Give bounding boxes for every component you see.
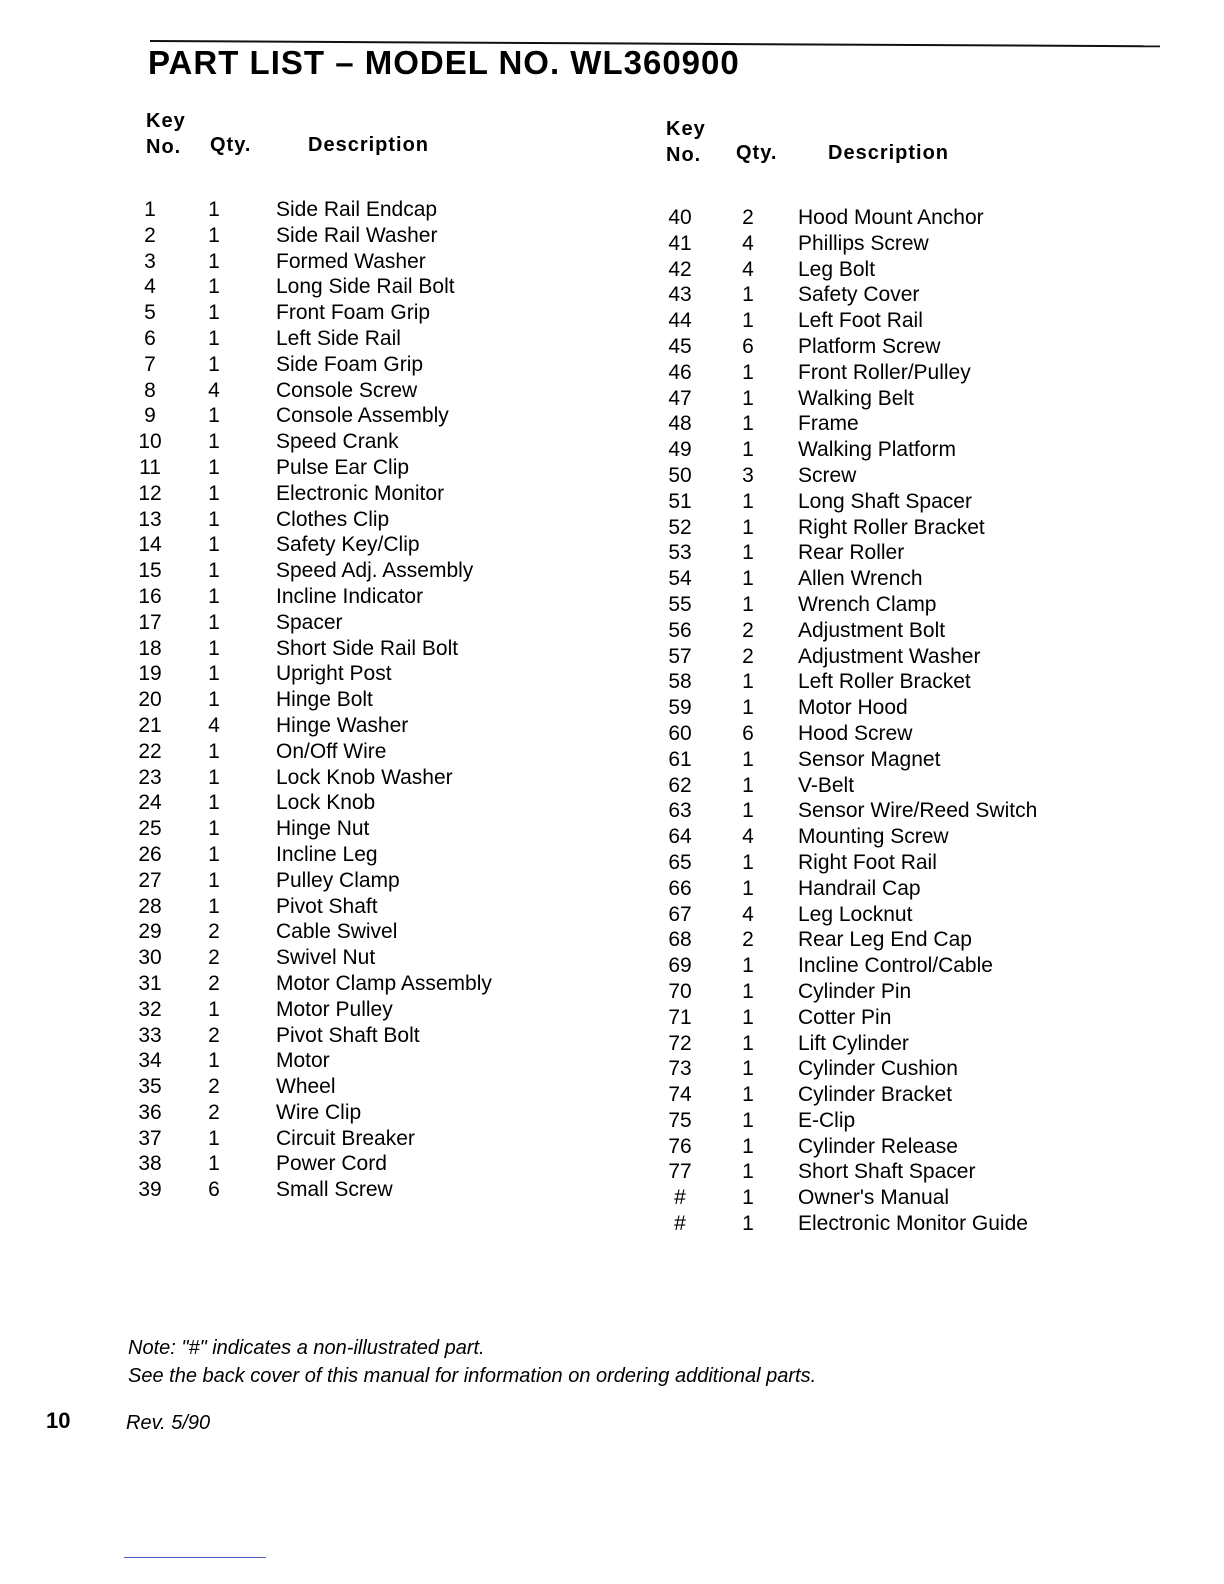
part-description: Cylinder Cushion [798,1057,958,1081]
part-quantity: 1 [208,610,220,634]
part-description: Right Roller Bracket [798,515,985,539]
part-key-number: 26 [138,842,162,866]
part-key-number: 16 [138,584,162,608]
part-description: Speed Adj. Assembly [276,559,474,583]
part-key-number: 17 [138,610,162,634]
part-key-number: 33 [138,1023,162,1047]
part-description: Incline Indicator [276,584,424,608]
qty-header: Qty. [210,134,252,156]
part-quantity: 1 [742,567,754,591]
part-key-number: 6 [144,326,156,350]
part-quantity: 1 [742,773,754,797]
part-description: Left Roller Bracket [798,670,971,694]
part-key-number: 62 [668,773,692,797]
part-description: Left Side Rail [276,326,401,350]
part-quantity: 1 [742,799,754,823]
part-description: Motor [276,1049,330,1073]
part-quantity: 1 [208,1152,220,1176]
description-header: Description [308,134,430,156]
part-description: Speed Crank [276,430,399,454]
part-quantity: 1 [742,1186,754,1210]
key-no-header: Key No. [666,118,706,166]
part-quantity: 1 [208,584,220,608]
part-key-number: 45 [668,334,692,358]
part-description: Clothes Clip [276,507,390,531]
part-key-number: # [674,1186,686,1210]
part-quantity: 1 [742,309,754,333]
part-key-number: 4 [144,275,156,299]
footnote-line-1: Note: "#" indicates a non-illustrated part. [128,1337,485,1359]
part-description: Wrench Clamp [798,592,937,616]
part-quantity: 1 [208,352,220,376]
part-description: Walking Belt [798,386,914,410]
part-quantity: 2 [742,618,754,642]
part-key-number: 60 [668,721,692,745]
part-quantity: 2 [208,1100,220,1124]
part-description: Electronic Monitor Guide [798,1212,1028,1236]
part-quantity: 1 [208,223,220,247]
part-quantity: 2 [742,206,754,229]
part-description: Cylinder Release [798,1134,958,1158]
footnote [128,1334,816,1390]
part-description: Cotter Pin [798,1005,892,1029]
part-key-number: 20 [138,688,162,712]
part-description: Electronic Monitor [276,481,445,505]
part-key-number: 29 [138,920,162,944]
description-header: Description [828,142,950,164]
part-quantity: 4 [208,713,220,737]
part-key-number: 52 [668,515,692,539]
part-key-number: 13 [138,507,162,531]
part-key-number: 65 [668,850,692,874]
part-quantity: 4 [742,825,754,849]
part-quantity: 1 [742,1083,754,1107]
part-description: Cable Swivel [276,920,398,944]
part-key-number: 74 [668,1083,692,1107]
part-quantity: 1 [208,301,220,325]
part-description: Short Shaft Spacer [798,1160,976,1184]
part-key-number: 71 [668,1005,692,1029]
part-description: Upright Post [276,662,392,686]
part-quantity: 1 [208,507,220,531]
part-quantity: 3 [742,463,754,487]
part-description: Phillips Screw [798,231,929,255]
part-key-number: 72 [668,1031,692,1055]
part-key-number: 48 [668,412,692,436]
part-key-number: 51 [668,489,692,513]
part-quantity: 1 [208,765,220,789]
part-quantity: 1 [208,662,220,686]
part-quantity: 1 [742,489,754,513]
part-description: Frame [798,412,859,436]
part-description: Incline Control/Cable [798,954,993,978]
part-description: Walking Platform [798,438,956,462]
part-key-number: 24 [138,791,162,815]
part-key-number: 64 [668,825,692,849]
part-key-number: 31 [138,971,162,995]
part-quantity: 1 [208,430,220,454]
part-quantity: 4 [208,378,220,402]
part-quantity: 1 [742,1134,754,1158]
part-description: Hood Mount Anchor [798,206,984,229]
part-quantity: 1 [208,559,220,583]
part-quantity: 1 [742,1212,754,1236]
part-description: Rear Leg End Cap [798,928,972,952]
part-key-number: 30 [138,946,162,970]
part-quantity: 1 [742,1031,754,1055]
part-key-number: 22 [138,739,162,763]
part-description: E-Clip [798,1108,856,1132]
part-quantity: 1 [742,1005,754,1029]
part-quantity: 1 [208,842,220,866]
part-key-number: 73 [668,1057,692,1081]
part-description: Lock Knob Washer [276,765,453,789]
part-quantity: 2 [742,644,754,668]
part-key-number: 66 [668,876,692,900]
part-description: Front Roller/Pulley [798,360,971,384]
part-key-number: 40 [668,206,692,229]
part-quantity: 2 [742,928,754,952]
part-description: Small Screw [276,1178,393,1202]
part-quantity: 1 [742,876,754,900]
part-quantity: 1 [742,979,754,1003]
part-description: Sensor Magnet [798,747,941,771]
part-quantity: 2 [208,1075,220,1099]
part-quantity: 1 [742,850,754,874]
part-quantity: 4 [742,231,754,255]
part-description: V-Belt [798,773,855,797]
part-key-number: 27 [138,868,162,892]
revision-date: Rev. 5/90 [126,1412,211,1434]
part-key-number: 70 [668,979,692,1003]
part-description: Mounting Screw [798,825,949,849]
footnote-line-2: See the back cover of this manual for information on ordering additional parts. [128,1365,817,1387]
part-quantity: 1 [208,894,220,918]
part-quantity: 1 [208,404,220,428]
page-number: 10 [46,1408,71,1433]
part-description: Wheel [276,1075,336,1099]
part-key-number: 76 [668,1134,692,1158]
part-quantity: 1 [208,275,220,299]
part-key-number: 7 [144,352,156,376]
part-key-number: 10 [138,430,162,454]
part-key-number: 42 [668,257,692,281]
part-description: Side Rail Endcap [276,198,438,221]
part-quantity: 1 [208,533,220,557]
part-key-number: 14 [138,533,162,557]
part-key-number: 19 [138,662,162,686]
part-quantity: 6 [742,334,754,358]
part-description: Hinge Nut [276,817,370,841]
part-description: Hinge Washer [276,713,409,737]
part-key-number: 8 [144,378,156,402]
part-description: Leg Bolt [798,257,876,281]
part-key-number: 11 [139,455,161,479]
part-quantity: 1 [208,791,220,815]
part-description: Spacer [276,610,343,634]
part-quantity: 2 [208,1023,220,1047]
part-key-number: 50 [668,463,692,487]
part-key-number: 21 [138,713,162,737]
part-quantity: 1 [742,1160,754,1184]
part-quantity: 1 [208,817,220,841]
part-key-number: 2 [144,223,156,247]
part-key-number: 47 [668,386,692,410]
part-description: Cylinder Pin [798,979,912,1003]
bottom-rule [124,1557,266,1558]
part-key-number: 57 [668,644,692,668]
part-quantity: 1 [742,592,754,616]
part-description: Hinge Bolt [276,688,373,712]
part-quantity: 6 [742,721,754,745]
part-key-number: 1 [144,198,156,221]
part-quantity: 1 [208,249,220,273]
part-description: Short Side Rail Bolt [276,636,459,660]
key-no-header: Key No. [146,110,186,158]
part-quantity: 6 [208,1178,220,1202]
part-key-number: 5 [144,301,156,325]
part-quantity: 1 [742,1057,754,1081]
part-description: Pulse Ear Clip [276,455,410,479]
part-key-number: 58 [668,670,692,694]
part-key-number: 38 [138,1152,162,1176]
part-description: Safety Key/Clip [276,533,420,557]
part-key-number: 12 [138,481,162,505]
part-description: Lift Cylinder [798,1031,909,1055]
part-key-number: 37 [138,1126,162,1150]
part-description: Pulley Clamp [276,868,400,892]
part-quantity: 1 [208,868,220,892]
qty-header: Qty. [736,142,778,164]
part-description: Pivot Shaft [276,894,378,918]
part-quantity: 1 [208,1126,220,1150]
part-description: Left Foot Rail [798,309,923,333]
part-description: Long Shaft Spacer [798,489,972,513]
part-description: Adjustment Washer [798,644,981,668]
part-description: Cylinder Bracket [798,1083,953,1107]
part-key-number: 23 [138,765,162,789]
part-key-number: 44 [668,309,692,333]
part-quantity: 1 [742,386,754,410]
part-description: Incline Leg [276,842,378,866]
part-quantity: 1 [742,515,754,539]
part-description: Motor Clamp Assembly [276,971,492,995]
part-description: Side Foam Grip [276,352,424,376]
part-key-number: 53 [668,541,692,565]
part-key-number: 35 [138,1075,162,1099]
part-quantity: 1 [742,696,754,720]
page-title: PART LIST – MODEL NO. WL360900 [148,44,740,81]
part-key-number: 59 [668,696,692,720]
part-quantity: 1 [208,997,220,1021]
part-quantity: 1 [742,670,754,694]
part-quantity: 1 [208,739,220,763]
part-description: Motor Hood [798,696,908,720]
part-quantity: 1 [208,198,220,221]
part-key-number: 69 [668,954,692,978]
part-description: Motor Pulley [276,997,393,1021]
part-description: Sensor Wire/Reed Switch [798,799,1038,823]
part-key-number: 34 [138,1049,162,1073]
part-key-number: 54 [668,567,692,591]
part-description: Console Assembly [276,404,449,428]
part-quantity: 1 [742,412,754,436]
part-description: Platform Screw [798,334,941,358]
part-description: Leg Locknut [798,902,913,926]
part-quantity: 1 [208,455,220,479]
part-quantity: 1 [208,326,220,350]
part-quantity: 1 [742,747,754,771]
part-key-number: # [674,1212,686,1236]
part-quantity: 1 [208,481,220,505]
part-description: Long Side Rail Bolt [276,275,455,299]
part-description: Pivot Shaft Bolt [276,1023,420,1047]
part-key-number: 9 [144,404,156,428]
part-key-number: 68 [668,928,692,952]
part-key-number: 3 [144,249,156,273]
part-description: Allen Wrench [798,567,923,591]
part-key-number: 28 [138,894,162,918]
part-quantity: 1 [742,360,754,384]
part-quantity: 1 [208,1049,220,1073]
part-description: Safety Cover [798,283,920,307]
part-description: Front Foam Grip [276,301,431,325]
part-quantity: 2 [208,920,220,944]
part-description: Hood Screw [798,721,913,745]
part-key-number: 49 [668,438,692,462]
part-description: Lock Knob [276,791,376,815]
part-description: Owner's Manual [798,1186,950,1210]
part-key-number: 25 [138,817,162,841]
part-quantity: 2 [208,946,220,970]
part-quantity: 1 [742,541,754,565]
part-quantity: 1 [208,636,220,660]
part-description: On/Off Wire [276,739,387,763]
part-key-number: 41 [668,231,692,255]
part-key-number: 18 [138,636,162,660]
part-quantity: 4 [742,902,754,926]
part-description: Wire Clip [276,1100,362,1124]
part-quantity: 1 [742,1108,754,1132]
part-key-number: 55 [668,592,692,616]
part-quantity: 1 [742,954,754,978]
part-key-number: 67 [668,902,692,926]
part-description: Power Cord [276,1152,387,1176]
part-key-number: 39 [138,1178,162,1202]
part-key-number: 63 [668,799,692,823]
part-description: Adjustment Bolt [798,618,946,642]
part-quantity: 4 [742,257,754,281]
part-description: Swivel Nut [276,946,376,970]
part-description: Console Screw [276,378,418,402]
part-description: Screw [798,463,857,487]
part-key-number: 32 [138,997,162,1021]
part-description: Side Rail Washer [276,223,438,247]
part-quantity: 1 [742,283,754,307]
part-description: Handrail Cap [798,876,921,900]
part-description: Formed Washer [276,249,426,273]
part-key-number: 61 [668,747,692,771]
part-key-number: 77 [668,1160,692,1184]
part-quantity: 2 [208,971,220,995]
part-description: Right Foot Rail [798,850,937,874]
part-key-number: 36 [138,1100,162,1124]
part-key-number: 56 [668,618,692,642]
part-quantity: 1 [742,438,754,462]
part-key-number: 46 [668,360,692,384]
part-description: Rear Roller [798,541,905,565]
part-key-number: 15 [138,559,162,583]
part-key-number: 75 [668,1108,692,1132]
part-quantity: 1 [208,688,220,712]
part-key-number: 43 [668,283,692,307]
part-description: Circuit Breaker [276,1126,415,1150]
